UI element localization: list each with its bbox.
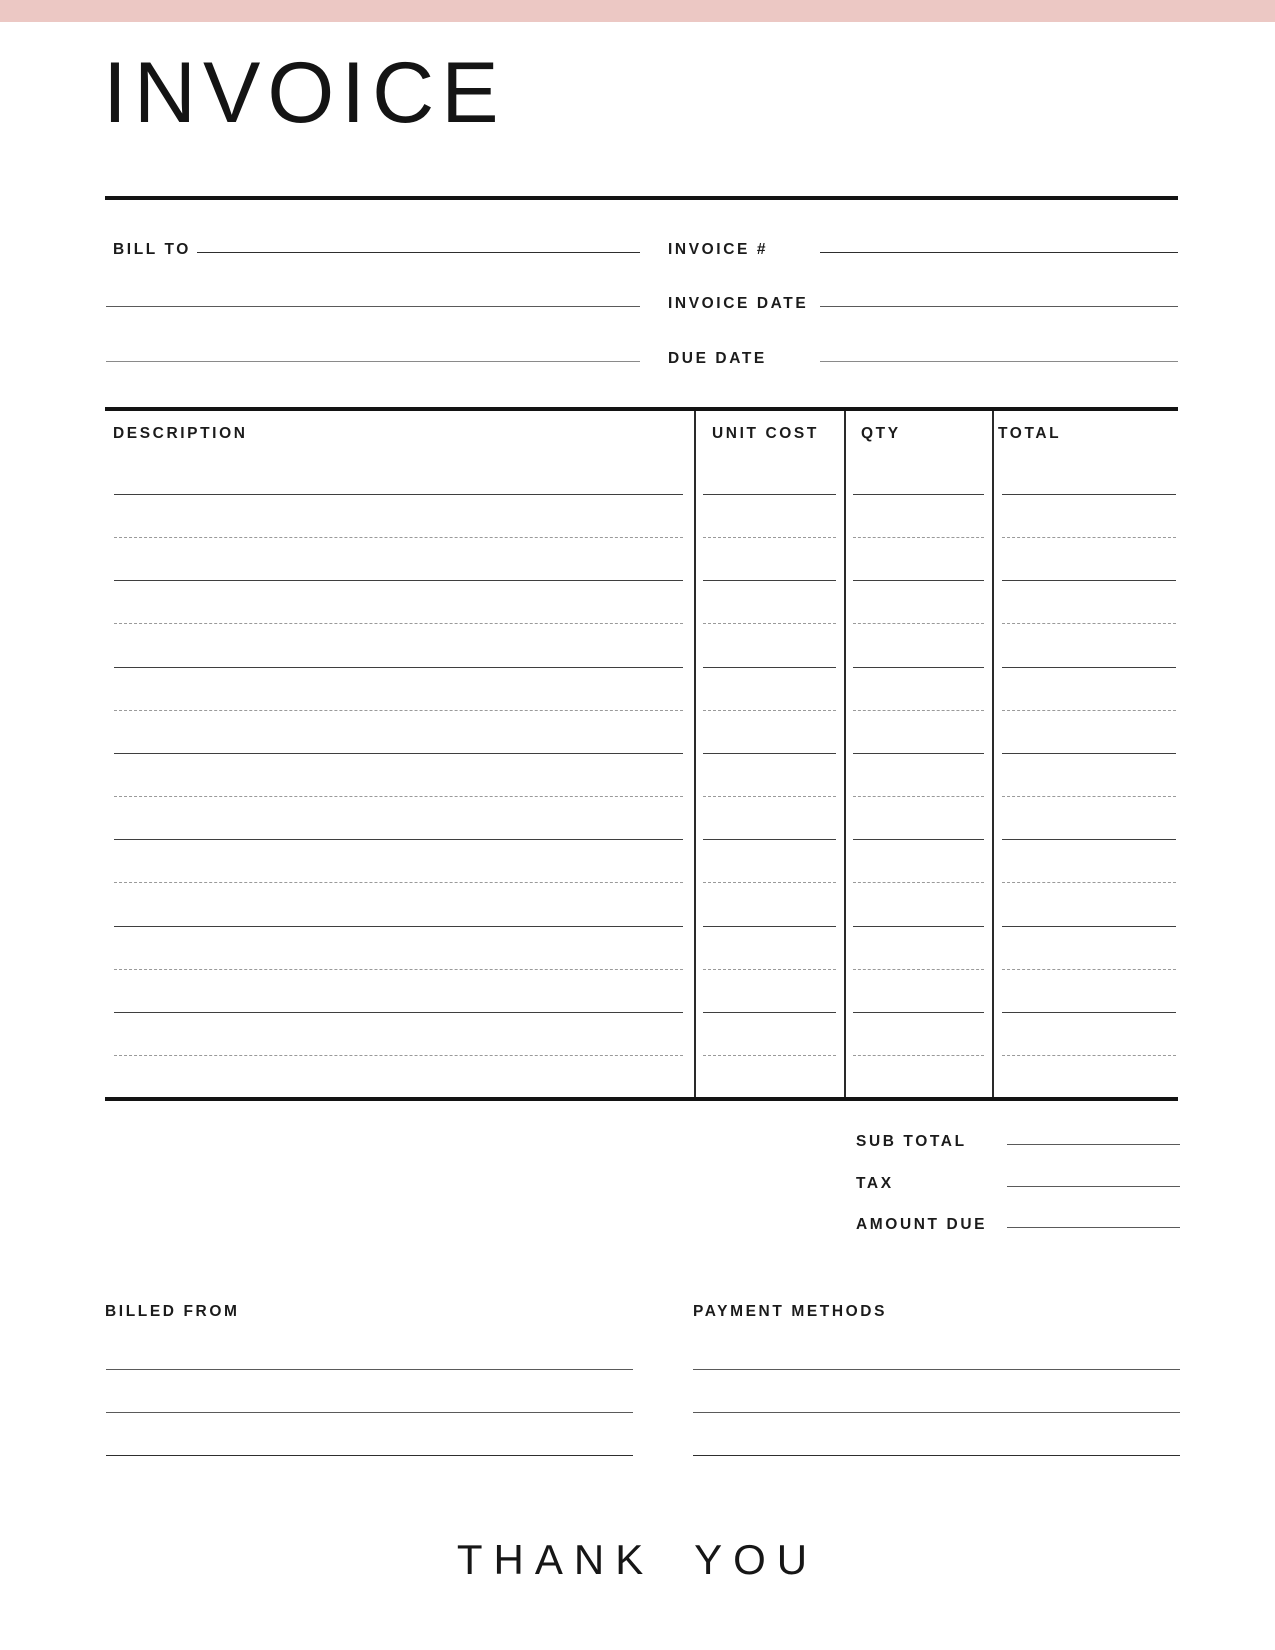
- bill-to-label: BILL TO: [113, 241, 191, 258]
- table-row-line[interactable]: [853, 839, 984, 840]
- table-row-line[interactable]: [1002, 710, 1176, 711]
- header-divider-rule: [105, 196, 1178, 200]
- table-row-line[interactable]: [114, 1055, 683, 1056]
- payment-methods-label: PAYMENT METHODS: [693, 1303, 888, 1320]
- due-date-line[interactable]: [820, 361, 1178, 362]
- table-row-line[interactable]: [853, 926, 984, 927]
- table-row-line[interactable]: [703, 796, 836, 797]
- table-row-line[interactable]: [703, 580, 836, 581]
- line-items-table: [105, 407, 1178, 1101]
- tax-label: TAX: [856, 1175, 894, 1192]
- table-row-line[interactable]: [703, 969, 836, 970]
- column-divider: [844, 411, 846, 1097]
- table-row-line[interactable]: [853, 580, 984, 581]
- table-row-line[interactable]: [1002, 537, 1176, 538]
- column-header-unit-cost: UNIT COST: [712, 425, 819, 442]
- table-row-line[interactable]: [114, 882, 683, 883]
- column-divider: [694, 411, 696, 1097]
- table-row-line[interactable]: [853, 537, 984, 538]
- amount-due-label: AMOUNT DUE: [856, 1216, 988, 1233]
- table-row-line[interactable]: [853, 623, 984, 624]
- table-row-line[interactable]: [703, 839, 836, 840]
- column-header-description: DESCRIPTION: [113, 425, 248, 442]
- table-row-line[interactable]: [114, 494, 683, 495]
- page-title: INVOICE: [103, 45, 506, 141]
- payment-methods-line[interactable]: [693, 1412, 1180, 1413]
- table-row-line[interactable]: [703, 753, 836, 754]
- table-row-line[interactable]: [1002, 580, 1176, 581]
- thank-you-text: THANK YOU: [456, 1536, 819, 1583]
- sub-total-label: SUB TOTAL: [856, 1133, 967, 1150]
- table-row-line[interactable]: [114, 667, 683, 668]
- table-row-line[interactable]: [703, 882, 836, 883]
- table-row-line[interactable]: [1002, 839, 1176, 840]
- table-row-line[interactable]: [853, 753, 984, 754]
- invoice-number-label: INVOICE #: [668, 241, 769, 258]
- table-row-line[interactable]: [853, 494, 984, 495]
- table-row-line[interactable]: [703, 623, 836, 624]
- billed-from-line[interactable]: [106, 1412, 633, 1413]
- invoice-date-label: INVOICE DATE: [668, 295, 809, 312]
- table-row-line[interactable]: [853, 710, 984, 711]
- table-row-line[interactable]: [1002, 667, 1176, 668]
- column-divider: [992, 411, 994, 1097]
- table-row-line[interactable]: [1002, 753, 1176, 754]
- table-row-line[interactable]: [114, 796, 683, 797]
- table-row-line[interactable]: [1002, 1012, 1176, 1013]
- tax-line[interactable]: [1007, 1186, 1180, 1187]
- table-row-line[interactable]: [853, 1055, 984, 1056]
- table-row-line[interactable]: [703, 1012, 836, 1013]
- billed-from-line[interactable]: [106, 1455, 633, 1456]
- table-row-line[interactable]: [114, 969, 683, 970]
- column-header-total: TOTAL: [998, 425, 1062, 442]
- bill-to-address-line[interactable]: [106, 361, 640, 362]
- accent-top-bar: [0, 0, 1275, 22]
- table-row-line[interactable]: [703, 667, 836, 668]
- table-row-line[interactable]: [1002, 623, 1176, 624]
- column-header-qty: QTY: [861, 425, 901, 442]
- table-row-line[interactable]: [703, 710, 836, 711]
- table-row-line[interactable]: [703, 537, 836, 538]
- table-row-line[interactable]: [853, 1012, 984, 1013]
- table-row-line[interactable]: [114, 710, 683, 711]
- table-row-line[interactable]: [114, 1012, 683, 1013]
- bill-to-name-line[interactable]: [197, 252, 640, 253]
- billed-from-label: BILLED FROM: [105, 1303, 240, 1320]
- invoice-number-line[interactable]: [820, 252, 1178, 253]
- table-row-line[interactable]: [853, 667, 984, 668]
- table-row-line[interactable]: [114, 926, 683, 927]
- invoice-date-line[interactable]: [820, 306, 1178, 307]
- payment-methods-line[interactable]: [693, 1455, 1180, 1456]
- table-row-line[interactable]: [1002, 882, 1176, 883]
- table-row-line[interactable]: [1002, 1055, 1176, 1056]
- bill-to-address-line[interactable]: [106, 306, 640, 307]
- sub-total-line[interactable]: [1007, 1144, 1180, 1145]
- table-row-line[interactable]: [853, 796, 984, 797]
- table-row-line[interactable]: [853, 969, 984, 970]
- table-row-line[interactable]: [114, 839, 683, 840]
- table-row-line[interactable]: [703, 1055, 836, 1056]
- payment-methods-line[interactable]: [693, 1369, 1180, 1370]
- table-row-line[interactable]: [1002, 796, 1176, 797]
- billed-from-line[interactable]: [106, 1369, 633, 1370]
- table-row-line[interactable]: [1002, 494, 1176, 495]
- table-row-line[interactable]: [1002, 926, 1176, 927]
- table-row-line[interactable]: [114, 753, 683, 754]
- table-row-line[interactable]: [114, 537, 683, 538]
- table-row-line[interactable]: [703, 926, 836, 927]
- amount-due-line[interactable]: [1007, 1227, 1180, 1228]
- due-date-label: DUE DATE: [668, 350, 767, 367]
- table-row-line[interactable]: [114, 580, 683, 581]
- table-row-line[interactable]: [114, 623, 683, 624]
- table-row-line[interactable]: [703, 494, 836, 495]
- table-row-line[interactable]: [853, 882, 984, 883]
- table-row-line[interactable]: [1002, 969, 1176, 970]
